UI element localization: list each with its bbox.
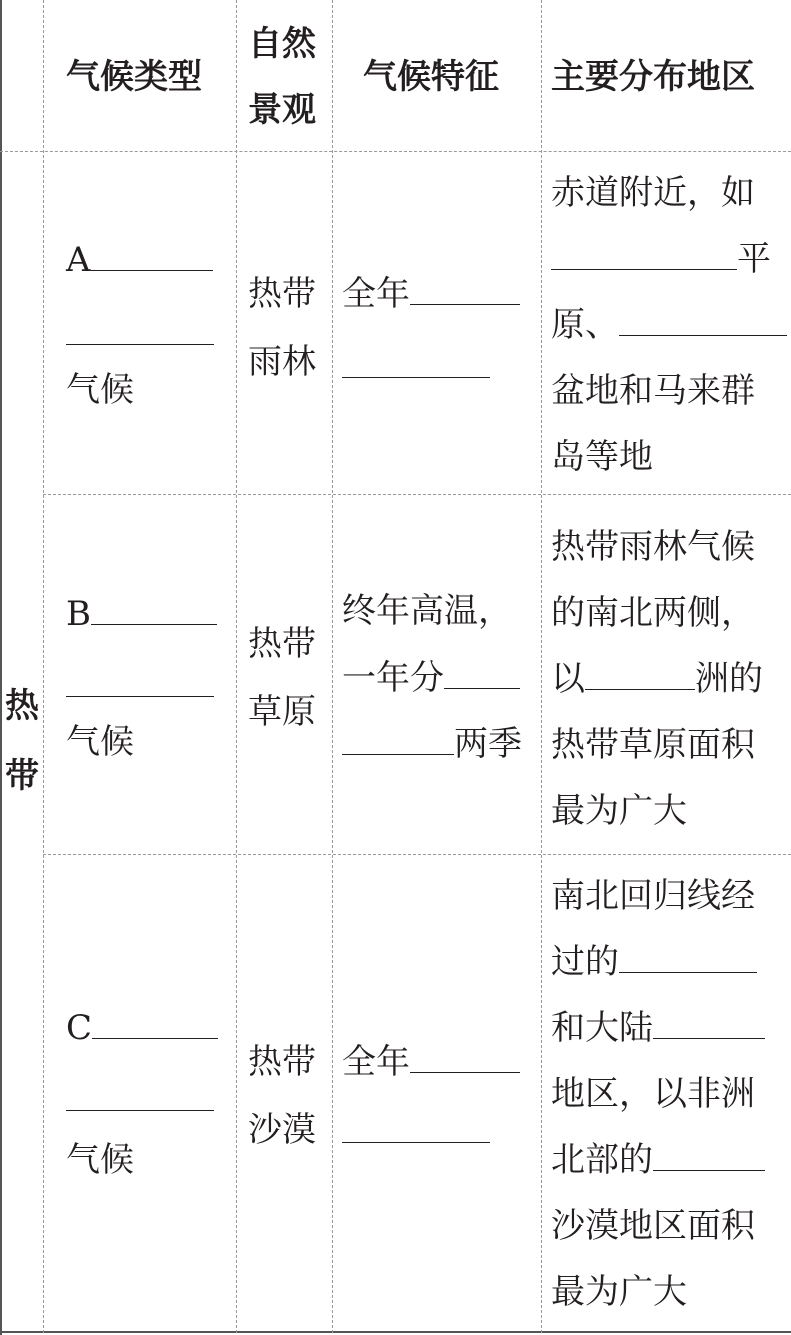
row-c-landscape-line1: 热带	[248, 1042, 316, 1082]
row-divider	[43, 494, 791, 495]
region-text: 以	[551, 659, 585, 699]
type-letter: C	[66, 1008, 93, 1048]
answer-blank[interactable]	[91, 240, 213, 271]
row-a-region-line: 岛等地	[551, 437, 653, 477]
answer-blank[interactable]	[66, 666, 214, 697]
row-a-type-suffix: 气候	[66, 370, 134, 410]
answer-blank[interactable]	[410, 1042, 520, 1073]
region-text: 洲的	[695, 659, 763, 699]
row-b-feature-line1: 终年高温，	[342, 591, 512, 631]
row-c-region-line: 沙漠地区面积	[551, 1206, 755, 1246]
answer-blank[interactable]	[653, 1140, 765, 1171]
row-b-region-line: 热带雨林气候	[551, 527, 755, 567]
table-bottom-border	[0, 1331, 791, 1333]
row-a-feature-line2	[342, 345, 490, 389]
type-letter: B	[66, 594, 91, 634]
row-c-region-line: 最为广大	[551, 1272, 687, 1312]
feature-text: 一年分	[342, 658, 444, 698]
header-landscape-line2: 景观	[248, 90, 316, 130]
row-b-feature-line3	[342, 722, 522, 766]
feature-text: 两季	[454, 724, 522, 764]
answer-blank[interactable]	[619, 305, 787, 336]
row-a-landscape-line1: 热带	[248, 274, 316, 314]
row-b-feature-line2	[342, 656, 520, 700]
row-divider	[43, 854, 791, 855]
row-a-feature	[342, 272, 520, 316]
feature-text: 全年	[342, 1042, 410, 1082]
row-b-landscape-line2: 草原	[248, 692, 316, 732]
zone-label: 热	[5, 686, 39, 726]
answer-blank[interactable]	[92, 1008, 218, 1039]
zone-label: 带	[5, 756, 39, 796]
row-c-region-line	[551, 1138, 765, 1182]
row-b-region-line	[551, 657, 763, 701]
row-b-region-line: 的南北两侧，	[551, 593, 755, 633]
row-c-region-line	[551, 1006, 765, 1050]
row-a-region-line	[551, 237, 771, 281]
column-divider	[332, 0, 333, 1333]
header-landscape-line1: 自然	[248, 24, 316, 64]
row-c-type	[66, 1006, 218, 1050]
row-a-region-line: 赤道附近，如	[551, 173, 755, 213]
answer-blank[interactable]	[444, 658, 520, 689]
type-letter: A	[66, 240, 91, 280]
header-climate-feature: 气候特征	[363, 57, 499, 97]
answer-blank[interactable]	[66, 314, 214, 345]
answer-blank[interactable]	[342, 1112, 490, 1143]
answer-blank[interactable]	[653, 1008, 765, 1039]
row-c-region-line	[551, 940, 757, 984]
row-b-type	[66, 592, 217, 636]
answer-blank[interactable]	[66, 1080, 214, 1111]
row-b-landscape-line1: 热带	[248, 624, 316, 664]
region-text: 平	[737, 239, 771, 279]
region-text: 北部的	[551, 1140, 653, 1180]
row-b-type-line2	[66, 664, 214, 708]
row-divider	[0, 151, 791, 152]
row-c-region-line: 地区，以非洲	[551, 1074, 755, 1114]
row-a-type-line2	[66, 312, 214, 356]
row-b-region-line: 最为广大	[551, 791, 687, 831]
row-c-landscape-line2: 沙漠	[248, 1110, 316, 1150]
answer-blank[interactable]	[619, 942, 757, 973]
table-left-border	[0, 0, 2, 1335]
region-text: 原、	[551, 305, 619, 345]
row-a-region-line: 盆地和马来群	[551, 371, 755, 411]
header-climate-type: 气候类型	[66, 57, 202, 97]
header-distribution: 主要分布地区	[551, 57, 755, 97]
column-divider	[236, 0, 237, 1333]
answer-blank[interactable]	[585, 659, 695, 690]
region-text: 过的	[551, 942, 619, 982]
answer-blank[interactable]	[342, 347, 490, 378]
answer-blank[interactable]	[91, 594, 217, 625]
column-divider	[541, 0, 542, 1333]
answer-blank[interactable]	[410, 274, 520, 305]
row-c-type-line2	[66, 1078, 214, 1122]
row-c-region-line: 南北回归线经	[551, 876, 755, 916]
row-b-type-suffix: 气候	[66, 722, 134, 762]
row-c-type-suffix: 气候	[66, 1140, 134, 1180]
row-c-feature	[342, 1040, 520, 1084]
feature-text: 全年	[342, 274, 410, 314]
row-a-landscape-line2: 雨林	[248, 342, 316, 382]
region-text: 和大陆	[551, 1008, 653, 1048]
column-divider	[43, 0, 44, 1333]
answer-blank[interactable]	[551, 239, 737, 270]
row-b-region-line: 热带草原面积	[551, 725, 755, 765]
answer-blank[interactable]	[342, 724, 454, 755]
row-c-feature-line2	[342, 1110, 490, 1154]
row-a-region-line	[551, 303, 787, 347]
row-a-type	[66, 238, 213, 282]
